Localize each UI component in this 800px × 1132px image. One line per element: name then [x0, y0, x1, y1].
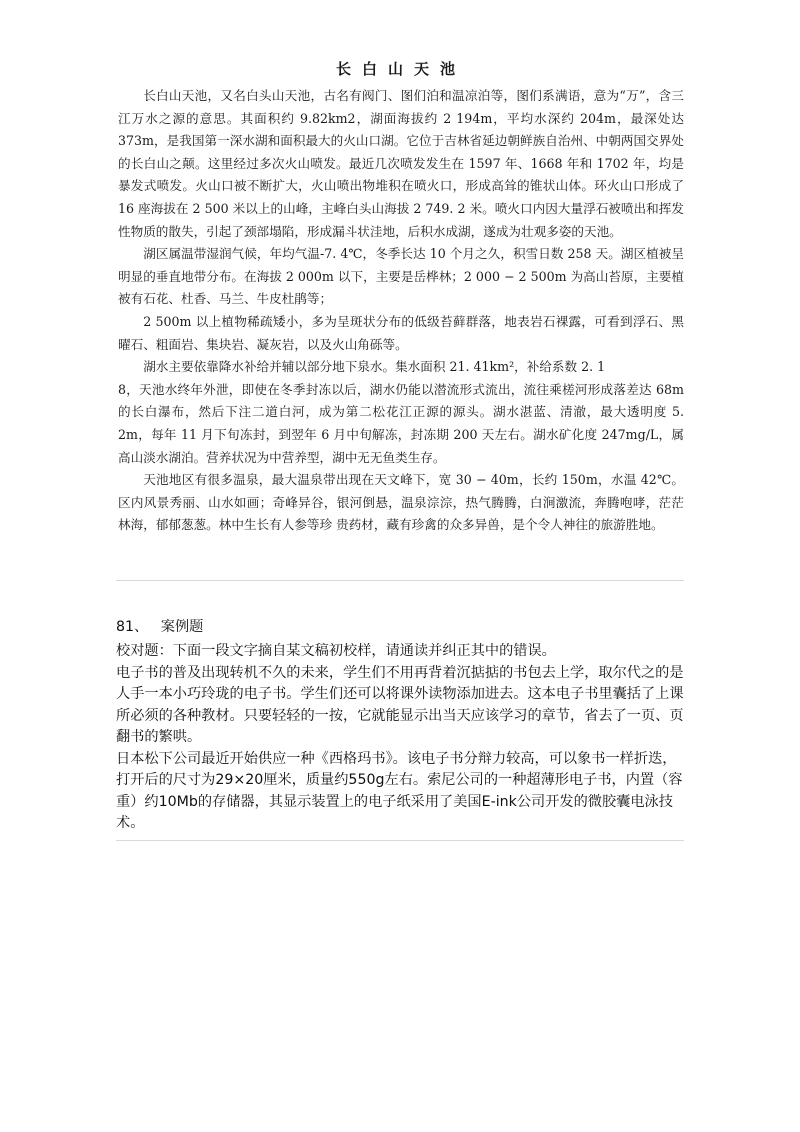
question-instruction: 校对题：下面一段文字摘自某文稿初校样，请通读并纠正其中的错误。 — [116, 643, 556, 659]
article-title: 长白山天池 — [335, 60, 466, 78]
section-divider — [116, 840, 684, 841]
question-number: 81、 — [116, 619, 149, 635]
article-paragraph: 天池地区有很多温泉，最大温泉带出现在天文峰下，宽 30 − 40m，长约 150m，水温 42℃。区内风景秀丽、山水如画；奇峰异谷，银河倒悬，温泉淙淙，热气腾腾，白涧激流，奔腾咆哮，茫茫林海，郁郁葱葱。林中生长有人参等珍 贵药材，藏有珍禽的众多异兽，是个令人神往的旅游胜地。 — [118, 472, 684, 533]
section-divider — [116, 580, 684, 581]
article-paragraph: 湖区属温带湿润气候，年均气温-7. 4℃，冬季长达 10 个月之久，积雪日数 258 天。湖区植被呈明显的垂直地带分布。在海拔 2 000m 以下，主要是岳桦林；2 000 − 2 500m 为高山苔原，主要植被有石花、杜香、马兰、牛皮杜鹃等； — [118, 246, 684, 307]
question-body — [116, 641, 686, 835]
question-paragraph: 电子书的普及出现转机不久的未来，学生们不用再背着沉掂掂的书包去上学，取尔代之的是人手一本小巧玲珑的电子书。学生们还可以将课外读物添加进去。这本电子书里囊括了上课所必须的各种教材。只要轻轻的一按，它就能显示出当天应该学习的章节，省去了一页、页翻书的繁哄。 — [116, 664, 684, 745]
article-paragraph: 2 500m 以上植物稀疏矮小，多为呈斑状分布的低级苔藓群落，地表岩石裸露，可看到浮石、黑曜石、粗面岩、集块岩、凝灰岩，以及火山角砾等。 — [118, 313, 684, 352]
article-paragraph: 8，天池水终年外泄，即使在冬季封冻以后，湖水仍能以潜流形式流出，流往乘槎河形成落差达 68m 的长白瀑布，然后下注二道白河，成为第二松花江正源的源头。湖水湛蓝、清澈，最大透明度 5. 2m，每年 11 月下旬冻封，到翌年 6 月中旬解冻，封冻期 200 天左右。湖水矿化度 247mg/L，属高山淡水湖泊。营养状况为中营养型，湖中无无鱼类生存。 — [118, 381, 684, 465]
question-paragraph: 日本松下公司最近开始供应一种《西格玛书》。该电子书分辩力较高，可以象书一样折迭，打开后的尺寸为29×20厘米，质量约550g左右。索尼公司的一种超薄形电子书，内置（容重）约10Mb的存储器，其显示装置上的电子纸采用了美国E-ink公司开发的微胶囊电泳技术。 — [116, 750, 683, 831]
article-paragraph: 长白山天池，又名白头山天池，古名有阀门、图们泊和温凉泊等，图们系满语，意为“万”，含三江万水之源的意思。其面积约 9.82km2，湖面海拔约 2 194m，平均水深约 204m，最深处达 373m，是我国第一深水湖和面积最大的火山口湖。它位于吉林省延边朝鲜族自治州、中朝两国交界处的长白山之颠。这里经过多次火山喷发。最近几次喷发发生在 1597 年、1668 年和 1702 年，均是暴发式喷发。火山口被不断扩大，火山喷出物堆积在喷火口，形成高耸的锥状山体。环火山口形成了 16 座海拔在 2 500 米以上的山峰，主峰白头山海拔 2 749. 2 米。喷火口内因大量浮石被喷出和挥发性物质的散失，引起了颈部塌陷，形成漏斗状洼地，后积水成湖，遂成为壮观多姿的天池。 — [118, 88, 684, 239]
question-header — [116, 616, 203, 636]
article-paragraph: 湖水主要依靠降水补给并辅以部分地下泉水。集水面积 21. 41km²，补给系数 2. 1 — [143, 359, 606, 375]
scanned-article — [118, 58, 684, 537]
question-title: 案例题 — [160, 619, 204, 635]
